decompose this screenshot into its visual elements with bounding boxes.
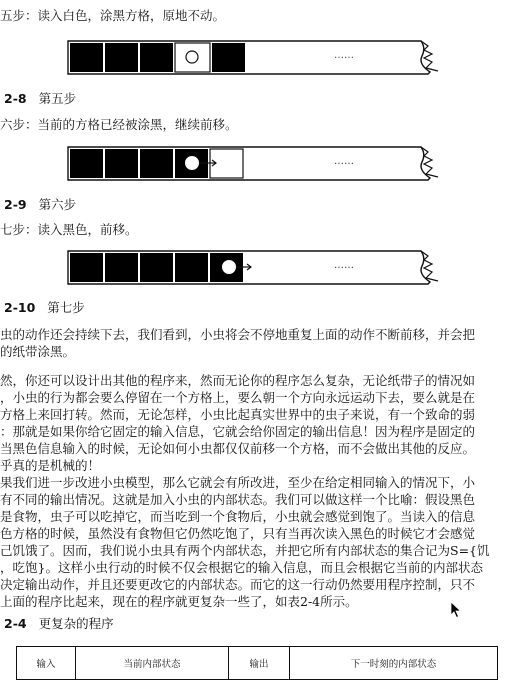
tape-step7 [66, 246, 446, 286]
tape-ellipsis: …… [334, 50, 354, 61]
paragraph-line: ，吃饱}。这样小虫行动的时候不仅会根据它的输入信息，而且会根据它当前的内部状态 [0, 560, 483, 575]
program-table [16, 646, 498, 680]
step5-text: 五步：读入白色，涂黑方格，原地不动。 [0, 8, 226, 23]
paragraph-line: 的纸带涂黑。 [0, 344, 76, 359]
tape-cell-black [105, 149, 138, 178]
paragraph-line: 有不同的输出情况。这就是加入小虫的内部状态。我们可以做这样一个比喻：假设黑色 [0, 492, 476, 507]
paragraph-line: 乎真的是机械的！ [0, 458, 101, 473]
paragraph-2 [0, 372, 510, 474]
table-header-cell: 当前内部状态 [76, 647, 229, 680]
tape-cell-black [140, 43, 173, 72]
paragraph-line: 色方格的时候，虽然没有食物但它仍然吃饱了，只有当再次读入黑色的时候它才会感觉 [0, 526, 476, 541]
figure-caption-2-8: 2-8 第五步 [4, 91, 77, 106]
paragraph-line: 然，你还可以设计出其他的程序来，然而无论你的程序怎么复杂，无论纸带子的情况如 [0, 373, 476, 388]
mouse-cursor-icon [450, 601, 462, 619]
tape-cell-black [70, 253, 103, 282]
tape-step5 [66, 36, 446, 76]
bug-icon [186, 51, 198, 63]
paragraph-line: ，小虫的行为都会要么停留在一个方格上，要么朝一个方向永远运动下去，要么就是在 [0, 390, 476, 405]
paragraph-line: 果我们进一步改进小虫模型，那么它就会有所改进，至少在给定相同输入的情况下，小 [0, 475, 476, 490]
step6-text: 六步：当前的方格已经被涂黑，继续前移。 [0, 117, 238, 132]
bug-icon [186, 157, 199, 170]
figure-caption-2-9: 2-9 第六步 [4, 197, 77, 212]
paragraph-line: 是食物，虫子可以吃掉它，而当吃到一个食物后，小虫就会感觉到饱了。当读入的信息 [0, 509, 476, 524]
paragraph-line: ：那就是如果你给它固定的输入信息，它就会给你固定的输出信息！因为程序是固定的 [0, 424, 476, 439]
tape-cell-black [212, 43, 245, 72]
tape-cell-black [140, 253, 173, 282]
paragraph-line: 方格上来回打转。然而，无论怎样，小虫比起真实世界中的虫子来说，有一个致命的弱 [0, 407, 476, 422]
paragraph-1 [0, 326, 510, 360]
figure-caption-2-10: 2-10 第七步 [4, 300, 85, 315]
tape-cell-black [175, 253, 208, 282]
table-caption-2-4: 2-4 更复杂的程序 [4, 616, 114, 631]
tape-cell-black [140, 149, 173, 178]
step7-text: 七步：读入黑色，前移。 [0, 222, 138, 237]
table-header-cell: 输入 [17, 647, 76, 680]
tape-cell-black [70, 149, 103, 178]
tape-ellipsis: …… [334, 260, 354, 271]
paragraph-line: 己饥饿了。因而，我们说小虫具有两个内部状态，并把它所有内部状态的集合记为S={饥 [0, 543, 490, 558]
paragraph-line: 虫的动作还会持续下去，我们看到，小虫将会不停地重复上面的动作不断前移，并会把 [0, 327, 476, 342]
tape-cell-black [105, 43, 138, 72]
paragraph-line: 当黑色信息输入的时候，无论如何小虫都仅仅前移一个方格，而不会做出其他的反应。 [0, 441, 476, 456]
table-header-cell: 输出 [229, 647, 290, 680]
tape-step6 [66, 142, 446, 182]
tape-ellipsis: …… [334, 156, 354, 167]
table-header-cell: 下一时刻的内部状态 [290, 647, 498, 680]
paragraph-line: 上面的程序比起来，现在的程序就更复杂一些了，如表2-4所示。 [0, 594, 358, 609]
bug-icon [223, 261, 236, 274]
table-header-row [17, 647, 498, 680]
tape-cell-black [70, 43, 103, 72]
paragraph-3 [0, 474, 510, 610]
tape-cell-black [105, 253, 138, 282]
paragraph-line: 决定输出动作，并且还要更改它的内部状态。而它的这一行动仍然要用程序控制，只不 [0, 577, 476, 592]
